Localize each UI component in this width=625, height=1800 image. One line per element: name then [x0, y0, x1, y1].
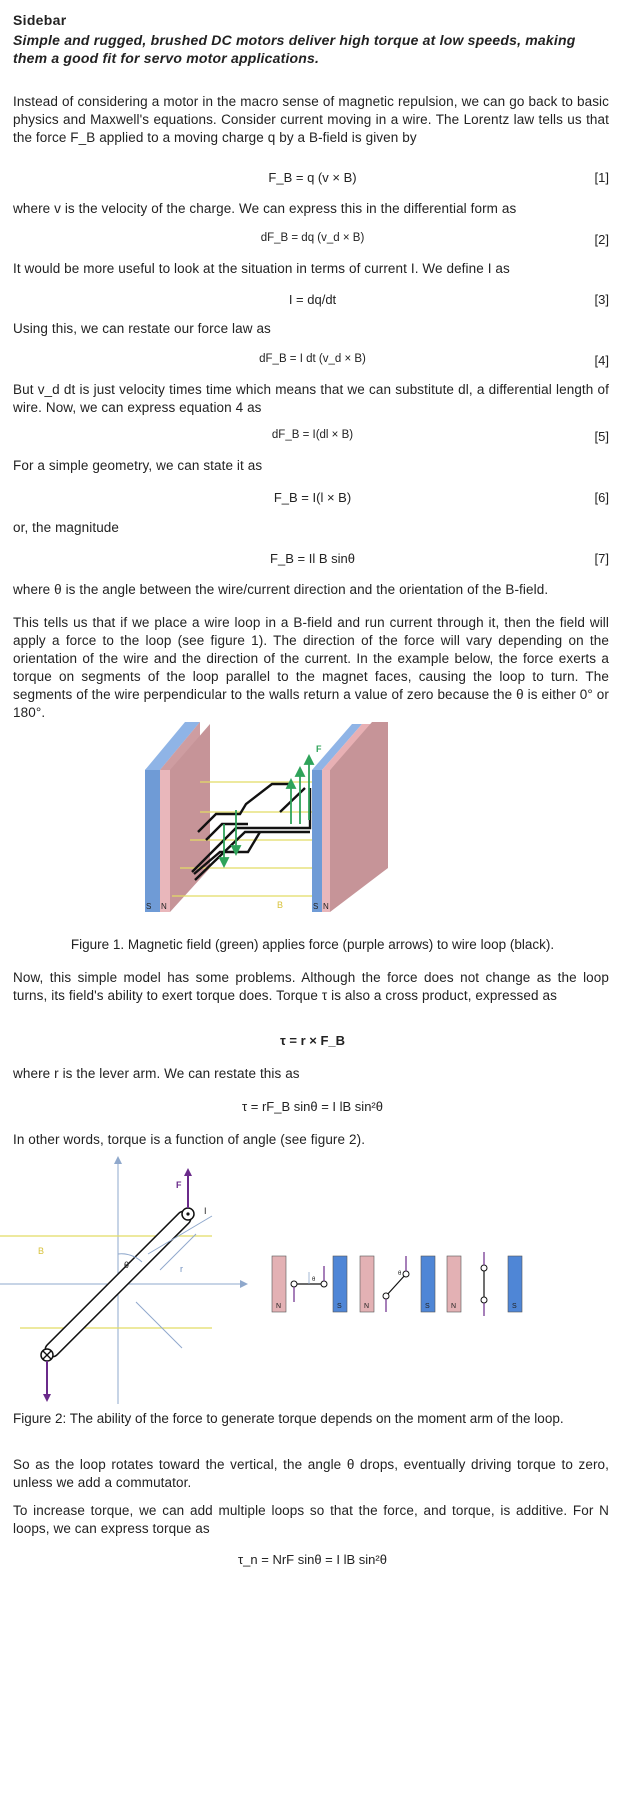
vertical-axis-arrow — [114, 1156, 122, 1164]
state3-bottom-end — [481, 1297, 487, 1303]
state3-n-label: N — [451, 1303, 457, 1310]
paragraph-2: where v is the velocity of the charge. We can express this in the differential form as — [13, 201, 517, 216]
equation-7: F_B = Il B sinθ — [270, 551, 355, 566]
state1-s-label: S — [337, 1303, 342, 1310]
current-out-dot — [186, 1212, 189, 1215]
equation-6: F_B = I(l × B) — [273, 490, 352, 505]
equation-3-number: [3] — [594, 292, 609, 307]
equation-2-number: [2] — [594, 232, 609, 247]
equation-5-number: [5] — [594, 429, 609, 444]
equation-10: τ_n = NrF sinθ = I lB sin²θ — [238, 1552, 387, 1567]
right-magnet-s-strip — [312, 770, 322, 912]
figure-1-magnet-loop-diagram — [140, 712, 400, 930]
paragraph-7: or, the magnitude — [13, 520, 120, 535]
paragraph-3: It would be more useful to look at the situation in terms of current I. We define I as — [13, 261, 510, 276]
left-magnet-s-label: S — [146, 902, 152, 911]
figure-2-r-label: r — [180, 1264, 183, 1274]
left-magnet-n-strip — [160, 770, 170, 912]
paragraph-4: Using this, we can restate our force law as — [13, 321, 271, 336]
lever-arm-line — [136, 1302, 182, 1348]
figure-2-f-label: F — [176, 1180, 182, 1190]
state2-high-end — [403, 1271, 409, 1277]
force-arrows — [220, 756, 313, 866]
state1-n-label: N — [276, 1303, 282, 1310]
figure-2-caption: Figure 2: The ability of the force to generate torque depends on the moment arm of the loop. — [13, 1411, 564, 1426]
paragraph-9: This tells us that if we place a wire loop in a B-field and run current through it, then the field will apply a force to the loop (see figure 1). The direction of the force will vary depending on the orientation of the wire and the direction of the current. In the example below, the force exerts a torque on segments of the loop parallel to the magnet faces, causing the loop to turn. The segments of the wire perpendicular to the walls return a value of zero because the θ is either 0° or 180°. — [13, 615, 609, 720]
figure-1-caption: Figure 1. Magnetic field (green) applies force (purple arrows) to wire loop (black). — [70, 937, 555, 952]
state1-right-end — [321, 1281, 327, 1287]
equation-5: dF_B = I(dl × B) — [271, 429, 354, 441]
paragraph-8: where θ is the angle between the wire/current direction and the orientation of the B-field. — [13, 582, 549, 597]
force-down-head — [43, 1394, 51, 1402]
state2-n-label: N — [364, 1303, 370, 1310]
state2-low-end — [383, 1293, 389, 1299]
equation-1: F_B = q (v × B) — [268, 170, 357, 185]
figure-2-theta-label: θ — [124, 1260, 130, 1270]
paragraph-5: But v_d dt is just velocity times time which means that we can substitute dl, a differential length of wire. Now, we can express equation 4 as — [13, 382, 609, 415]
state1-theta: θ — [312, 1277, 316, 1283]
equation-1-number: [1] — [594, 170, 609, 185]
right-magnet-n-label: N — [323, 902, 329, 911]
field-b-label: B — [277, 900, 284, 910]
sidebar-subtitle: Simple and rugged, brushed DC motors deliver high torque at low speeds, making them a good fit for servo motor applications. — [13, 32, 576, 66]
figure-2-b-label: B — [38, 1246, 45, 1256]
state1-left-end — [291, 1281, 297, 1287]
equation-8: τ = r × F_B — [279, 1033, 346, 1048]
state2-theta: θ — [398, 1271, 402, 1277]
paragraph-6: For a simple geometry, we can state it as — [13, 458, 263, 473]
equation-7-number: [7] — [594, 551, 609, 566]
state2-rod — [386, 1274, 406, 1296]
left-magnet-s-strip — [145, 770, 160, 912]
equation-9: τ = rF_B sinθ = I lB sin²θ — [242, 1099, 383, 1114]
paragraph-12: In other words, torque is a function of angle (see figure 2). — [13, 1132, 366, 1147]
equation-4: dF_B = I dt (v_d × B) — [259, 353, 366, 365]
horizontal-axis-arrow — [240, 1280, 248, 1288]
equation-6-number: [6] — [594, 490, 609, 505]
paragraph-14: To increase torque, we can add multiple loops so that the force, and torque, is additive. For N loops, we can express torque as — [13, 1503, 609, 1536]
force-f-label: F — [316, 744, 322, 754]
state3-s-label: S — [512, 1303, 517, 1310]
equation-3: I = dq/dt — [288, 292, 337, 307]
paragraph-11: where r is the lever arm. We can restate this as — [13, 1066, 300, 1081]
left-magnet-n-label: N — [161, 902, 167, 911]
figure-2-i-label: I — [204, 1206, 207, 1216]
state3-top-end — [481, 1265, 487, 1271]
paragraph-10: Now, this simple model has some problems. Although the force does not change as the loop turns, its field's ability to exert torque does. Torque τ is also a cross product, expressed as — [13, 970, 609, 1003]
equation-4-number: [4] — [594, 353, 609, 368]
sidebar-heading: Sidebar — [13, 12, 67, 28]
state2-s-label: S — [425, 1303, 430, 1310]
equation-2: dF_B = dq (v_d × B) — [260, 232, 365, 244]
paragraph-13: So as the loop rotates toward the vertical, the angle θ drops, eventually driving torque to zero, unless we add a commutator. — [13, 1457, 609, 1490]
force-up-head — [184, 1168, 192, 1176]
paragraph-1: Instead of considering a motor in the macro sense of magnetic repulsion, we can go back to basic physics and Maxwell's equations. Consider current moving in a wire. The Lorentz law tells us that the force F_B applied to a moving charge q by a B-field is given by — [13, 94, 609, 145]
right-magnet-s-label: S — [313, 902, 319, 911]
right-magnet-n-strip — [322, 770, 330, 912]
figure-2-torque-diagram — [0, 1152, 625, 1407]
